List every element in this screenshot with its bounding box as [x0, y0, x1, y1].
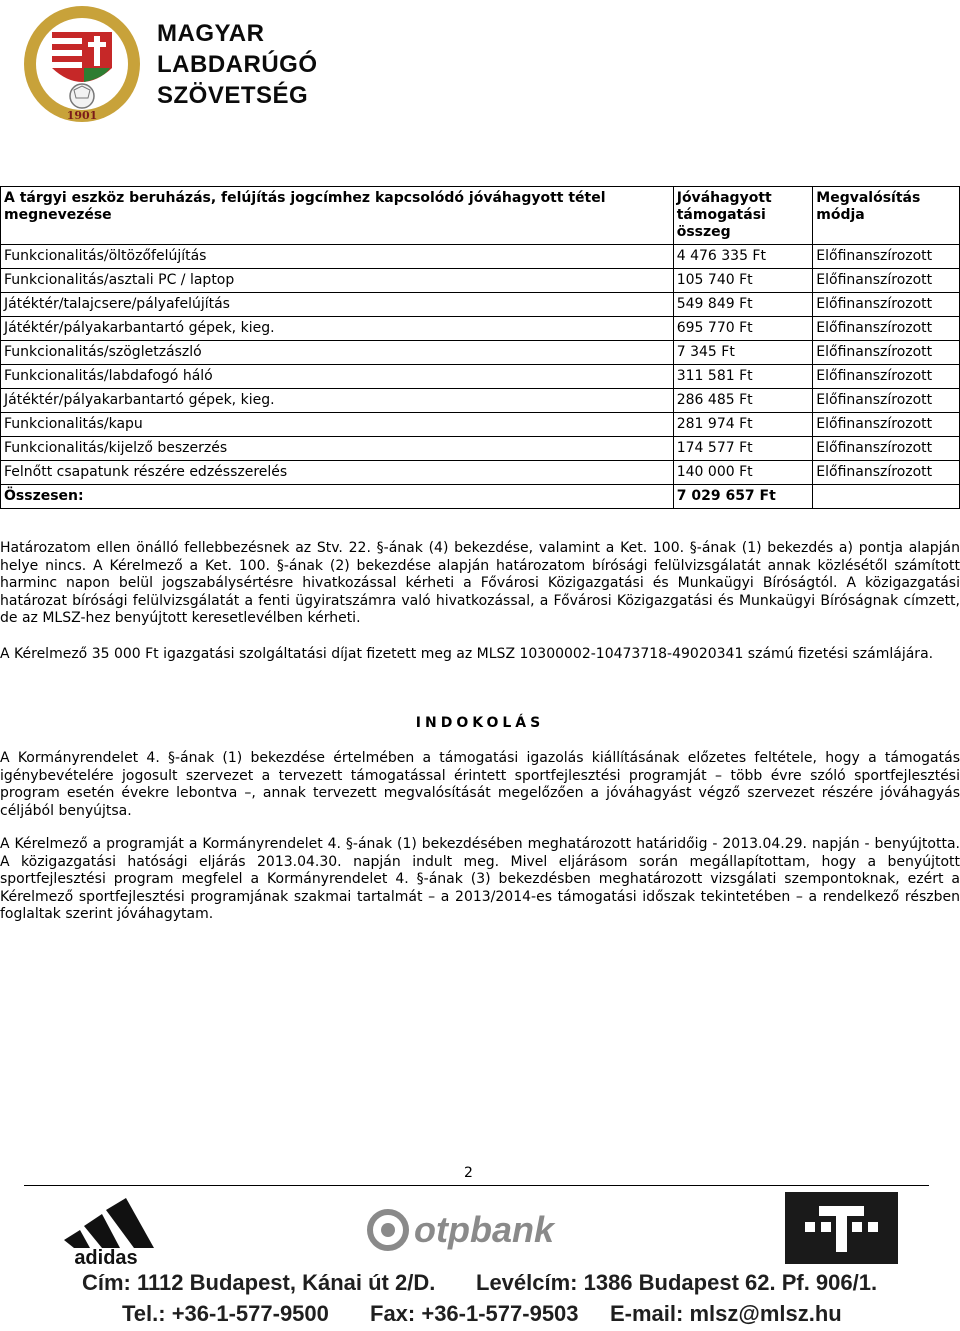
footer-email: E-mail: mlsz@mlsz.hu — [610, 1301, 842, 1326]
header-approved-amount: Jóváhagyott támogatási összeg — [673, 187, 813, 245]
item-name-cell: Felnőtt csapatunk részére edzésszerelés — [1, 461, 674, 485]
implementation-mode-cell: Előfinanszírozott — [813, 437, 960, 461]
table-row — [1, 293, 960, 317]
implementation-mode-cell: Előfinanszírozott — [813, 317, 960, 341]
footer-postal-address: Levélcím: 1386 Budapest 62. Pf. 906/1. — [476, 1270, 878, 1295]
otpbank-logo — [366, 1200, 581, 1260]
justification-paragraph-2: A Kérelmező a programját a Kormányrendelet 4. §-ának (1) bekezdésében meghatározott határidőig - 2013.04.29. napján - benyújtotta. A közigazgatási hatósági eljárás 2013.04.30. napján indult meg. Mivel eljárásom során megállapítottam, hogy a benyújtott sportfejlesztési program megfelel a Kormányrendelet 4. §-ának (3) bekezdésben meghatározott vizsgálati szempontoknak, ezért a Kérelmező sportfejlesztési programjának szakmai tartalmát – a 2013/2014-es támogatási időszak tekintetében – a rendelkező részben foglaltak szerint jóváhagytam. — [0, 836, 960, 922]
table-row — [1, 317, 960, 341]
item-name-cell: Funkcionalitás/öltözőfelújítás — [1, 245, 674, 269]
appeal-paragraph: Határozatom ellen önálló fellebbezésnek az Stv. 22. §-ának (4) bekezdése, valamint a Ket. 100. §-ának (1) bekezdés a) pontja alapján helye nincs. A Kérelmező a Ket. 100. §-ának (2) bekezdése alapján határozatom bírósági felülvizsgálatát annak közlésétől számított harminc napon belül jogszabálysértésre hivatkozással kérheti a Fővárosi Közigazgatási és Munkaügyi Bíróságtól. A közigazgatási határozat bírósági felülvizsgálatát a fenti ügyiratszámra való hivatkozással, a Fővárosi Közigazgatási és Munkaügyi Bíróságnak címzett, de az MLSZ-hez benyújtott keresetlevélben kérheti. — [0, 540, 960, 626]
table-row — [1, 437, 960, 461]
table-row — [1, 461, 960, 485]
item-name-cell: Funkcionalitás/kijelző beszerzés — [1, 437, 674, 461]
total-empty-cell — [813, 485, 960, 509]
implementation-mode-cell: Előfinanszírozott — [813, 461, 960, 485]
footer-address: Cím: 1112 Budapest, Kánai út 2/D. — [82, 1270, 436, 1295]
header-implementation-mode: Megvalósítás módja — [813, 187, 960, 245]
mlsz-crest-logo — [22, 4, 142, 124]
logo-line-1: MAGYAR — [157, 20, 265, 47]
table-total-row — [1, 485, 960, 509]
page-number: 2 — [464, 1165, 473, 1181]
table-row — [1, 245, 960, 269]
table-row — [1, 341, 960, 365]
approved-amount-cell: 174 577 Ft — [673, 437, 813, 461]
approved-amount-cell: 286 485 Ft — [673, 389, 813, 413]
total-value-cell: 7 029 657 Ft — [673, 485, 813, 509]
approved-amount-cell: 4 476 335 Ft — [673, 245, 813, 269]
implementation-mode-cell: Előfinanszírozott — [813, 341, 960, 365]
telekom-logo — [785, 1192, 898, 1264]
section-heading: INDOKOLÁS — [415, 715, 545, 731]
fee-paragraph: A Kérelmező 35 000 Ft igazgatási szolgáltatási díjat fizetett meg az MLSZ 10300002-10473718-49020341 számú fizetési számlájára. — [0, 646, 934, 662]
adidas-logo — [50, 1190, 162, 1266]
implementation-mode-cell: Előfinanszírozott — [813, 413, 960, 437]
item-name-cell: Játéktér/pályakarbantartó gépek, kieg. — [1, 317, 674, 341]
implementation-mode-cell: Előfinanszírozott — [813, 269, 960, 293]
implementation-mode-cell: Előfinanszírozott — [813, 293, 960, 317]
item-name-cell: Funkcionalitás/labdafogó háló — [1, 365, 674, 389]
logo-line-2: LABDARÚGÓ — [157, 51, 318, 78]
approved-amount-cell: 7 345 Ft — [673, 341, 813, 365]
table-row — [1, 389, 960, 413]
item-name-cell: Funkcionalitás/kapu — [1, 413, 674, 437]
table-row — [1, 269, 960, 293]
crest-year: 1901 — [66, 109, 98, 122]
item-name-cell: Funkcionalitás/szögletzászló — [1, 341, 674, 365]
approved-amount-cell: 105 740 Ft — [673, 269, 813, 293]
table-row — [1, 365, 960, 389]
implementation-mode-cell: Előfinanszírozott — [813, 365, 960, 389]
implementation-mode-cell: Előfinanszírozott — [813, 245, 960, 269]
approved-amount-cell: 695 770 Ft — [673, 317, 813, 341]
item-name-cell: Játéktér/pályakarbantartó gépek, kieg. — [1, 389, 674, 413]
approved-items-table — [0, 186, 960, 509]
header-item-name: A tárgyi eszköz beruházás, felújítás jogcímhez kapcsolódó jóváhagyott tétel megnevezése — [1, 187, 674, 245]
table-row — [1, 413, 960, 437]
logo-wordmark — [157, 18, 318, 111]
footer-divider — [24, 1185, 929, 1186]
approved-amount-cell: 549 849 Ft — [673, 293, 813, 317]
approved-amount-cell: 311 581 Ft — [673, 365, 813, 389]
justification-paragraph-1: A Kormányrendelet 4. §-ának (1) bekezdése értelmében a támogatási igazolás kiállításának előzetes feltétele, hogy a támogatás igénybevételére jogosult szervezet a tervezett támogatással érintett sportfejlesztési programját – több évre szóló sportfejlesztési program esetén évekre lebontva –, annak tervezett megvalósítását megelőzően a jóváhagyást végző szervezet részére jóváhagyás céljából benyújtsa. — [0, 750, 960, 819]
total-label-cell: Összesen: — [1, 485, 674, 509]
approved-amount-cell: 140 000 Ft — [673, 461, 813, 485]
item-name-cell: Játéktér/talajcsere/pályafelújítás — [1, 293, 674, 317]
item-name-cell: Funkcionalitás/asztali PC / laptop — [1, 269, 674, 293]
implementation-mode-cell: Előfinanszírozott — [813, 389, 960, 413]
footer-fax: Fax: +36-1-577-9503 — [370, 1301, 579, 1326]
otpbank-wordmark: otpbank — [414, 1209, 554, 1250]
adidas-wordmark: adidas — [74, 1247, 138, 1266]
logo-line-3: SZÖVETSÉG — [157, 82, 309, 109]
approved-amount-cell: 281 974 Ft — [673, 413, 813, 437]
table-header-row — [1, 187, 960, 245]
footer-telephone: Tel.: +36-1-577-9500 — [122, 1301, 329, 1326]
